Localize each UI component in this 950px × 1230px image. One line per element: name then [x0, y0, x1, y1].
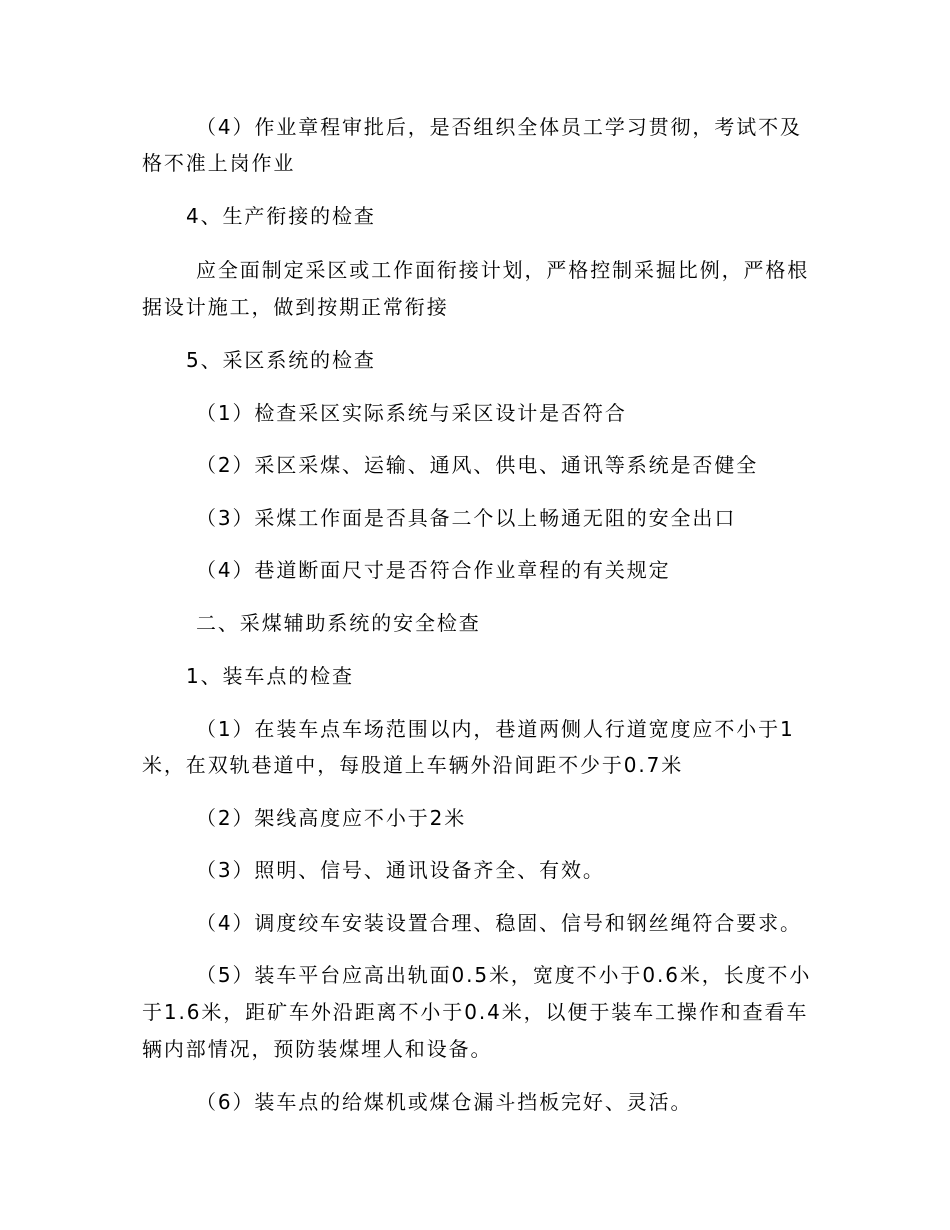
paragraph-line: 辆内部情况，预防装煤埋人和设备。	[142, 1037, 493, 1061]
list-item: （6）装车点的给煤机或煤仓漏斗挡板完好、灵活。	[196, 1090, 693, 1114]
list-item: （4）巷道断面尺寸是否符合作业章程的有关规定	[196, 558, 671, 582]
section-heading: 4、生产衔接的检查	[186, 204, 376, 228]
paragraph-line: 应全面制定采区或工作面衔接计划，严格控制采掘比例，严格根	[196, 258, 810, 282]
list-item: （3）采煤工作面是否具备二个以上畅通无阻的安全出口	[196, 506, 737, 530]
section-heading: 二、采煤辅助系统的安全检查	[196, 611, 481, 635]
paragraph-line: （4）作业章程审批后，是否组织全体员工学习贯彻，考试不及	[196, 115, 802, 139]
list-item: （2）架线高度应不小于2米	[196, 806, 467, 830]
paragraph-line: 据设计施工，做到按期正常衔接	[142, 295, 449, 319]
section-heading: 1、装车点的检查	[186, 664, 354, 688]
paragraph-line: （5）装车平台应高出轨面0.5米，宽度不小于0.6米，长度不小	[196, 963, 812, 987]
paragraph-line: 米，在双轨巷道中，每股道上车辆外沿间距不少于0.7米	[142, 753, 684, 777]
list-item: （1）检查采区实际系统与采区设计是否符合	[196, 401, 627, 425]
paragraph-line: 于1.6米，距矿车外沿距离不小于0.4米，以便于装车工操作和查看车	[142, 1000, 809, 1024]
paragraph-line: 格不准上岗作业	[142, 151, 296, 175]
list-item: （2）采区采煤、运输、通风、供电、通讯等系统是否健全	[196, 453, 759, 477]
paragraph-line: （1）在装车点车场范围以内，巷道两侧人行道宽度应不小于1	[196, 717, 795, 741]
list-item: （4）调度绞车安装设置合理、稳固、信号和钢丝绳符合要求。	[196, 911, 802, 935]
section-heading: 5、采区系统的检查	[186, 348, 376, 372]
list-item: （3）照明、信号、通讯设备齐全、有效。	[196, 858, 605, 882]
